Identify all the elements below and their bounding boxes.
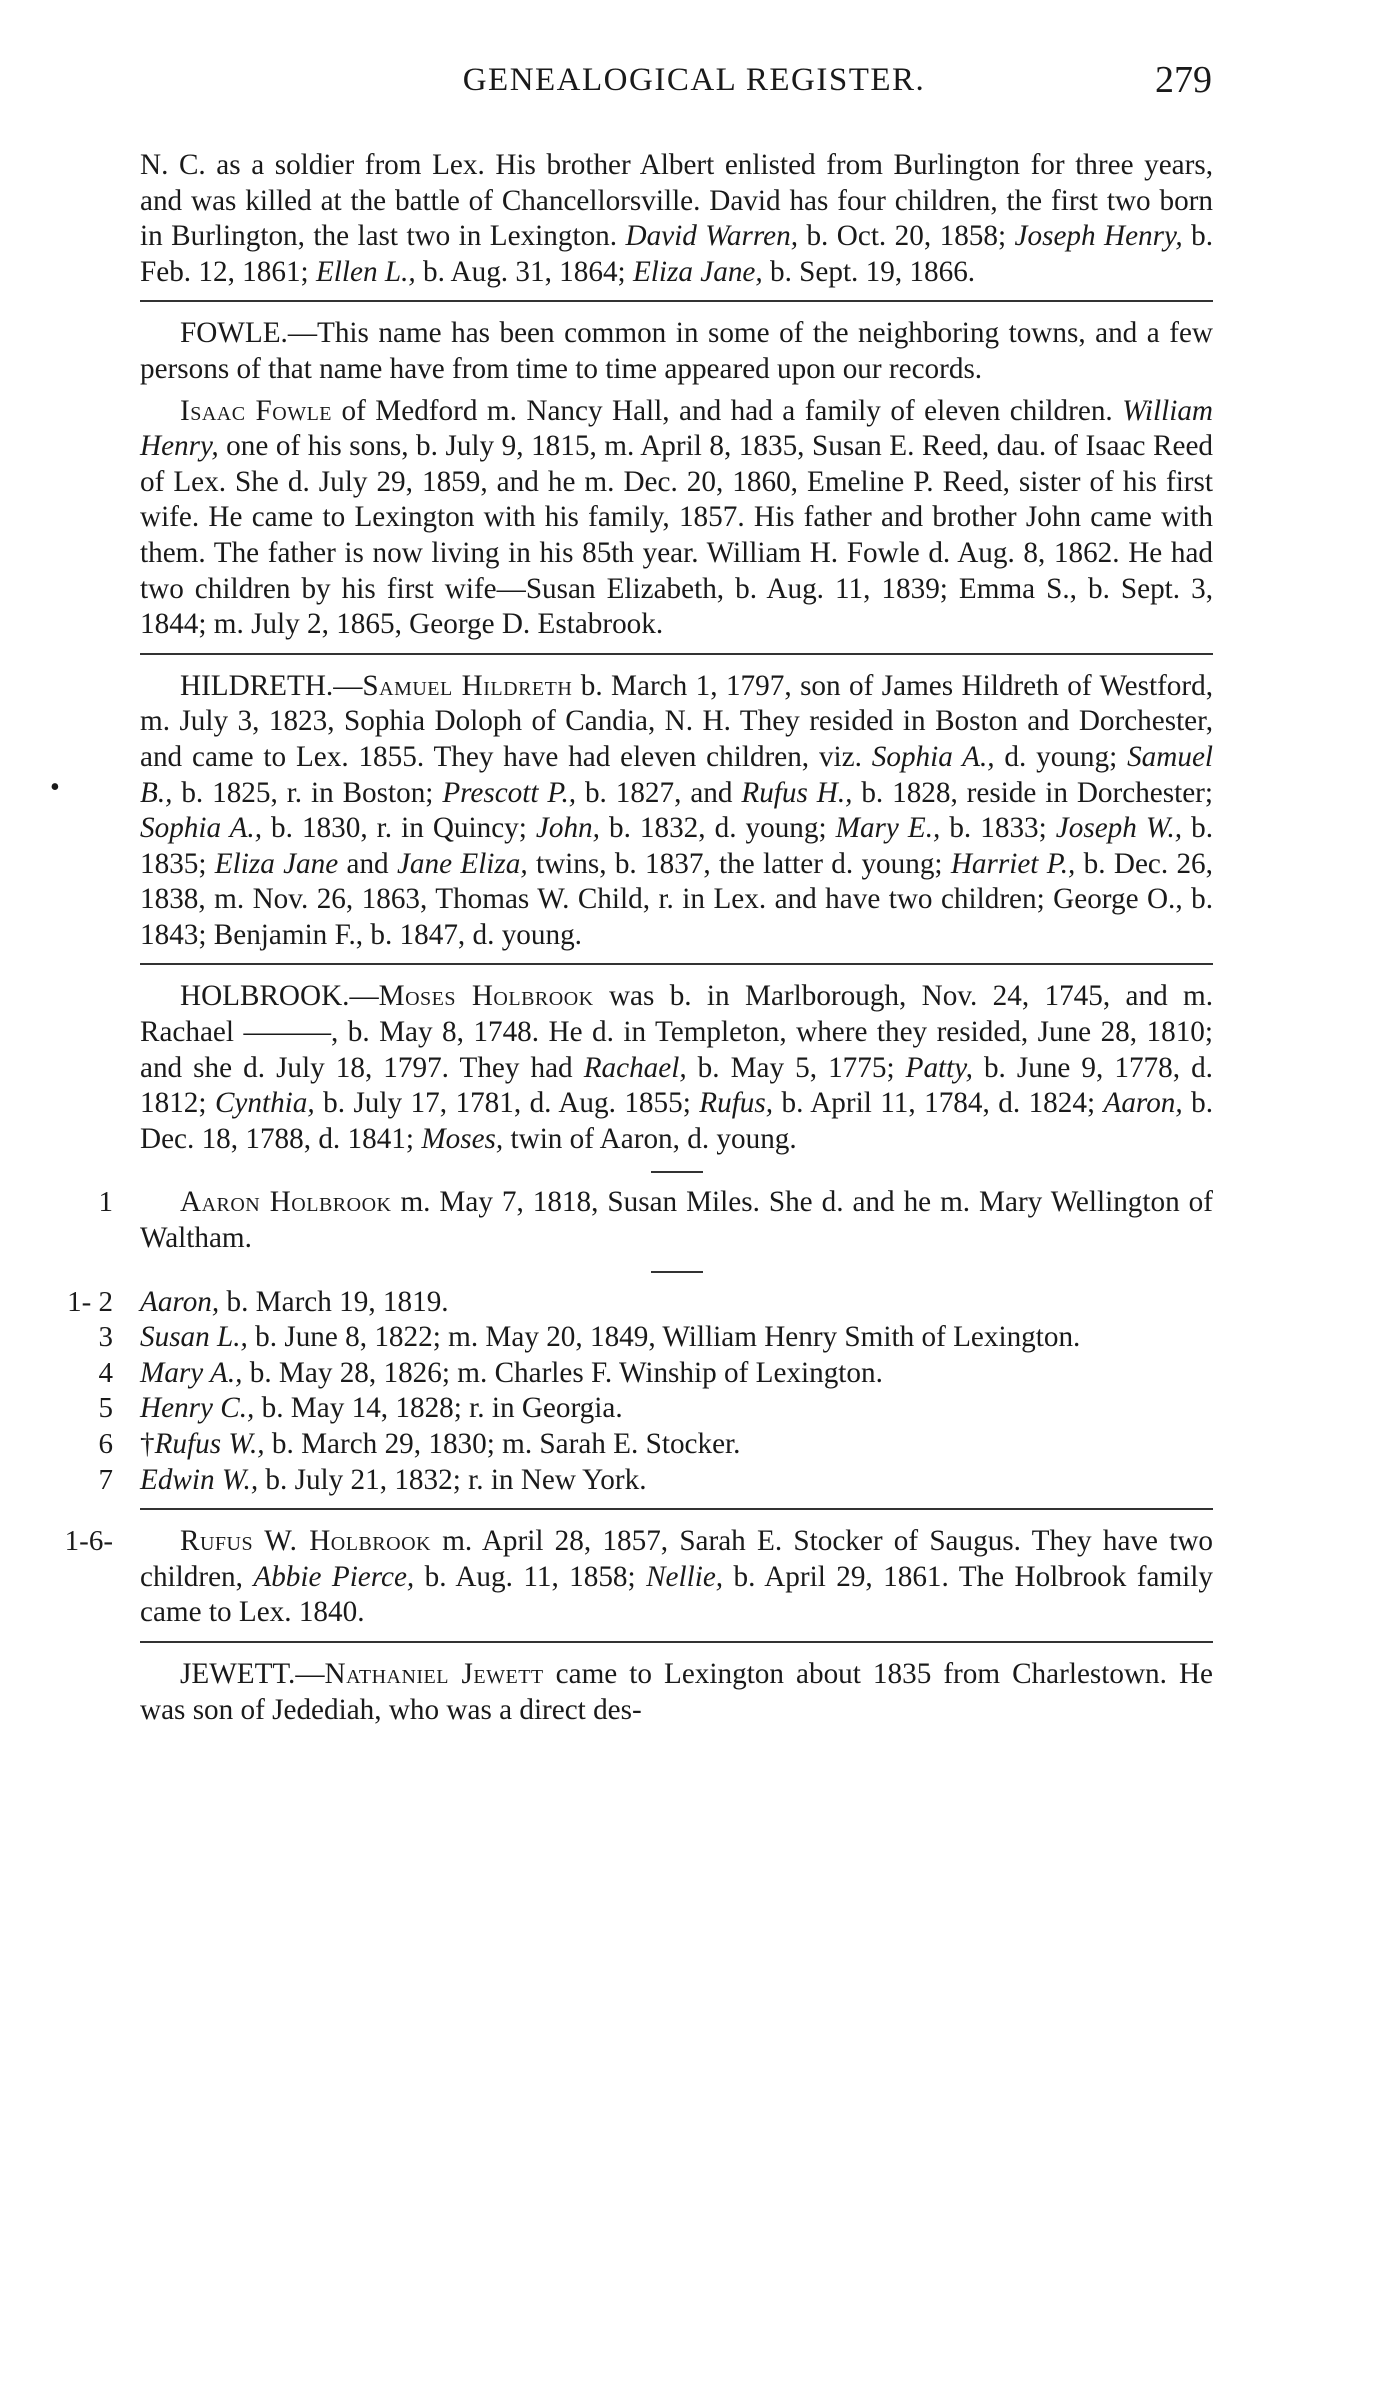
child-name: Eliza Jane, [632,255,763,288]
text-run: m. May 7, 1818, Susan Miles. She d. and he m. Mary Wellington of Waltham. [140,1186,1213,1255]
section-divider [140,1641,1213,1643]
deceased-mark: † [140,1428,155,1460]
text-run: of Medford m. Nancy Hall, and had a family of eleven children. [332,394,1123,427]
child-name: William Henry, [140,394,1213,463]
text-run: and [338,847,397,880]
text-run: b. May 5, 1775; [686,1051,906,1084]
genealogy-number: 4 [98,1356,113,1389]
text-run: b. May 28, 1826; m. Charles F. Winship of Lexington. [242,1356,883,1389]
page-body [64,148,1214,1728]
child-entry [98,1356,1213,1392]
text-run: b. 1833; [940,812,1056,845]
text-run: b. June 8, 1822; m. May 20, 1849, William Henry Smith of Lexington. [247,1321,1081,1354]
text-run: was b. in Marlborough, Nov. 24, 1745, and m. Rachael ———, b. May 8, 1748. He d. in Templeton, where they resided, June 28, 1810; and she d. July 18, 1797. They had [140,980,1214,1084]
text-run: came to Lexington about 1835 from Charlestown. He was son of Jedediah, who was a direct des- [140,1657,1213,1726]
text-run: b. 1832, d. young; [599,812,836,845]
person-name: Isaac Fowle [180,394,333,427]
surname-heading: JEWETT.— [180,1657,325,1690]
child-name: Rachael, [583,1051,687,1084]
text-run: b. 1827, and [576,776,742,809]
running-title: GENEALOGICAL REGISTER. [462,62,926,98]
child-name: David Warren, [625,220,799,253]
text-run: b. 1825, r. in Boston; [172,776,443,809]
text-run: b. March 29, 1830; m. Sarah E. Stocker. [264,1428,741,1460]
text-run: d. young; [994,740,1128,773]
text-run: b. July 21, 1832; r. in New York. [258,1463,647,1496]
short-divider [651,1171,703,1173]
text-run: b. Aug. 11, 1858; [414,1560,647,1593]
text-run: b. March 1, 1797, son of James Hildreth of Westford, m. July 3, 1823, Sophia Doloph of Candia, N. H. They resided in Boston and Dorchester, and came to Lex. 1855. They have had eleven children, viz. [140,669,1214,773]
child-name: Aaron, [140,1285,220,1318]
child-entry [98,1463,1213,1499]
child-name: Rufus W., [154,1428,265,1460]
text-run: b. March 19, 1819. [219,1285,449,1318]
child-name: Moses, [421,1122,504,1155]
aaron-holbrook-entry [98,1185,1213,1256]
genealogy-number: 1 [98,1186,113,1219]
jewett-entry [140,1657,1213,1728]
genealogy-number: 7 [98,1463,113,1496]
genealogy-number: 5 [98,1392,113,1425]
child-name: Jane Eliza, [396,847,528,880]
child-name: John, [535,812,600,845]
genealogy-number: 6 [98,1428,113,1460]
text-run: b. Feb. 12, 1861; [140,220,1213,288]
section-divider [140,300,1213,302]
fowle-entry [140,394,1213,643]
person-name: Rufus W. Holbrook [180,1525,431,1558]
continued-paragraph [140,148,1213,290]
child-name: Aaron, [1103,1087,1183,1120]
margin-bullet: • [50,772,60,803]
child-name: Patty, [905,1051,973,1084]
child-name: Mary A., [140,1356,243,1389]
person-name: Aaron Holbrook [180,1186,392,1219]
child-name: Henry C., [140,1392,255,1425]
surname-heading: HOLBROOK.— [180,980,379,1013]
person-name: Moses Holbrook [378,980,594,1013]
child-name: Sophia A., [871,740,995,773]
text-run: b. 1828, reside in Dorchester; [852,776,1214,809]
genealogy-number: 1-6- [64,1525,113,1558]
child-entry [98,1391,1213,1427]
hildreth-entry [140,669,1213,954]
child-name: Susan L., [140,1321,248,1354]
genealogy-number: 1- 2 [67,1285,113,1318]
text-run: b. Dec. 26, 1838, m. Nov. 26, 1863, Thomas W. Child, r. in Lex. and have two children; George O., b. 1843; Benjamin F., b. 1847, d. young. [140,847,1213,951]
child-entry [67,1285,1213,1321]
child-name: Joseph Henry, [1014,220,1183,253]
child-name: Ellen L., [315,255,416,288]
rufus-holbrook-entry [64,1524,1213,1631]
text-run: b. Sept. 19, 1866. [762,255,976,288]
child-name: Cynthia, [214,1087,315,1120]
text-run: one of his sons, b. July 9, 1815, m. April 8, 1835, Susan E. Reed, dau. of Isaac Reed of Lex. She d. July 29, 1859, and he m. Dec. 20, 1860, Emeline P. Reed, sister of his first wife. He came to Lexington with his family, 1857. His father and brother John came with them. The father is now living in his 85th year. William H. Fowle d. Aug. 8, 1862. He had two children by his first wife—Susan Elizabeth, b. Aug. 11, 1839; Emma S., b. Sept. 3, 1844; m. July 2, 1865, George D. Estabrook. [140,430,1213,641]
text-run: N. C. as a soldier from Lex. His brother Albert enlisted from Burlington for three years, and was killed at the battle of Chancellorsville. David has four children, the first two born in Burlington, the last two in Lexington. [140,149,1213,253]
holbrook-entry [140,979,1213,1157]
text-run: b. April 29, 1861. The Holbrook family came to Lex. 1840. [140,1560,1213,1629]
text-run: b. 1830, r. in Quincy; [262,812,536,845]
section-divider [140,963,1213,965]
child-name: Abbie Pierce, [253,1560,415,1593]
short-divider [651,1271,703,1273]
fowle-intro: FOWLE.—This name has been common in some of the neighboring towns, and a few persons of that name have from time to time appeared upon our records. [140,317,1213,385]
child-name: Joseph W., [1055,812,1183,845]
child-name: Harriet P., [950,847,1076,880]
surname-heading: HILDRETH.— [180,669,363,702]
child-entry [98,1427,1213,1463]
genealogy-number: 3 [98,1321,113,1354]
child-name: Nellie, [646,1560,724,1593]
text-run: b. July 17, 1781, d. Aug. 1855; [314,1087,700,1120]
section-divider [140,1508,1213,1510]
text-run: b. Oct. 20, 1858; [798,220,1015,253]
text-run: twin of Aaron, d. young. [503,1122,797,1155]
text-run: b. Aug. 31, 1864; [415,255,633,288]
child-name: Samuel B., [140,740,1214,809]
child-name: Mary E., [835,812,941,845]
child-name: Rufus H., [741,776,853,809]
text-run: b. Dec. 18, 1788, d. 1841; [140,1087,1214,1155]
person-name: Nathaniel Jewett [324,1657,544,1690]
text-run: b. May 14, 1828; r. in Georgia. [254,1392,623,1425]
text-run: b. June 9, 1778, d. 1812; [140,1051,1213,1120]
child-name: Prescott P., [442,776,577,809]
child-name: Eliza Jane [214,847,339,880]
page-number: 279 [1155,59,1212,101]
text-run: b. 1835; [140,812,1214,880]
section-divider [140,653,1213,655]
children-list [67,1285,1213,1499]
text-run: m. April 28, 1857, Sarah E. Stocker of Saugus. They have two children, [140,1525,1213,1593]
text-run: b. April 11, 1784, d. 1824; [773,1087,1104,1120]
child-name: Rufus, [699,1087,774,1120]
person-name: Samuel Hildreth [362,669,573,702]
child-entry [98,1320,1213,1356]
child-name: Edwin W., [140,1463,259,1496]
text-run: twins, b. 1837, the latter d. young; [527,847,951,880]
child-name: Sophia A., [140,812,263,845]
